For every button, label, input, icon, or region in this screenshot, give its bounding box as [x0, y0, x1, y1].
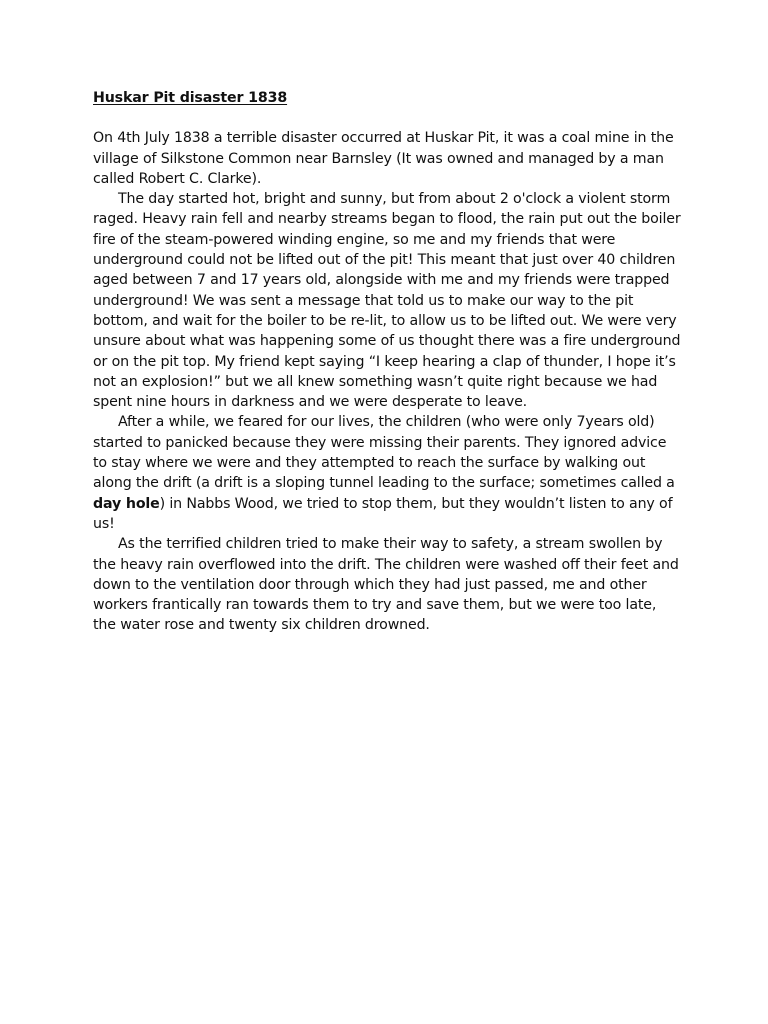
paragraph-drowning: As the terrified children tried to make their way to safety, a stream swollen by the heavy rain overflowed into the drift. The children were washed off their feet and down to the ventilation door through which they had just passed, me and other workers frantically ran towards them to try and save them, but we were too late, the water rose and twenty six children drowned. — [93, 536, 679, 634]
day-hole-term: day hole — [93, 495, 160, 512]
paragraph-intro: On 4th July 1838 a terrible disaster occurred at Huskar Pit, it was a coal mine in the village of Silkstone Common near Barnsley (It was owned and managed by a man called Robert C. Clarke). — [93, 130, 674, 187]
paragraph-storm: The day started hot, bright and sunny, but from about 2 o'clock a violent storm raged. Heavy rain fell and nearby streams began to flood, the rain put out the boiler fire of the steam-powered winding engine, so me and my friends that were underground could not be lifted out of the pit! This meant that just over 40 children aged between 7 and 17 years old, alongside with me and my friends were trapped underground! We was sent a message that told us to make our way to the pit bottom, and wait for the boiler to be re-lit, to allow us to be lifted out. We were very unsure about what was happening some of us thought there was a fire underground or on the pit top. My friend kept saying “I keep hearing a clap of thunder, I hope it’s not an explosion!” but we all knew something wasn’t quite right because we had spent nine hours in darkness and we were desperate to leave. — [93, 191, 681, 411]
paragraph-escape-attempt — [93, 412, 683, 534]
paragraph-escape-text-2: ) in Nabbs Wood, we tried to stop them, but they wouldn’t listen to any of us! — [93, 495, 673, 532]
document-title: Huskar Pit disaster 1838 — [93, 90, 288, 106]
paragraph-escape-text-1: After a while, we feared for our lives, the children (who were only 7years old) started to panicked because they were missing their parents. They ignored advice to stay where we were and they attempted to reach the surface by walking out along the drift (a drift is a sloping tunnel leading to the surface; sometimes called a — [93, 414, 675, 492]
document-body — [93, 88, 683, 636]
